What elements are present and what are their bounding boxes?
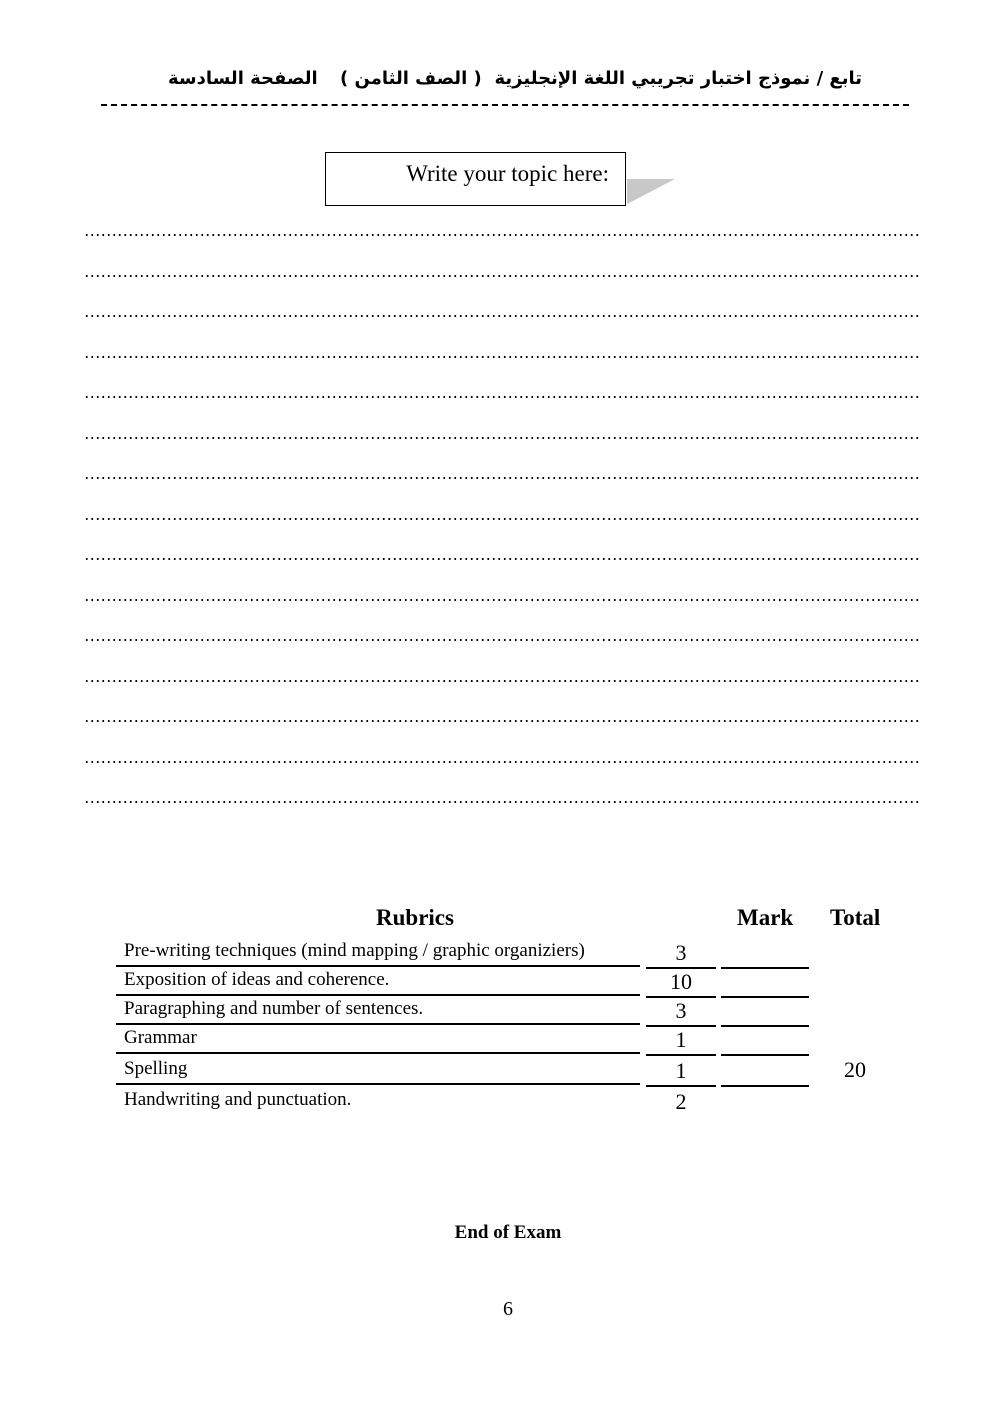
writing-line[interactable] <box>84 269 920 310</box>
writing-line[interactable] <box>84 228 920 269</box>
rubric-criterion: Paragraphing and number of sentences. <box>116 996 640 1025</box>
page-label: الصفحة السادسة <box>168 68 318 89</box>
writing-line[interactable] <box>84 674 920 715</box>
topic-prompt-label: Write your topic here: <box>406 161 609 186</box>
writing-line[interactable] <box>84 714 920 755</box>
rubric-points: 10 <box>646 967 716 998</box>
writing-line[interactable] <box>84 755 920 796</box>
end-of-exam-label: End of Exam <box>454 1222 562 1243</box>
writing-line[interactable] <box>84 552 920 593</box>
rubric-mark-field[interactable] <box>721 996 809 1027</box>
writing-line[interactable] <box>84 512 920 553</box>
rubric-criterion: Handwriting and punctuation. <box>124 1089 352 1110</box>
rubric-row <box>116 1056 816 1086</box>
rubric-mark-field[interactable] <box>721 1025 809 1056</box>
writing-line[interactable] <box>84 795 920 836</box>
writing-line[interactable] <box>84 350 920 391</box>
rubrics-table <box>116 905 906 1125</box>
rubric-criterion: Grammar <box>116 1025 640 1054</box>
rubric-mark-field[interactable] <box>721 938 809 969</box>
page-header <box>150 68 870 98</box>
writing-line[interactable] <box>84 431 920 472</box>
rubric-criterion: Exposition of ideas and coherence. <box>116 967 640 996</box>
total-heading: Total <box>830 905 881 930</box>
rubric-points: 2 <box>675 1089 687 1114</box>
rubric-points: 1 <box>646 1056 716 1087</box>
rubrics-heading: Rubrics <box>376 905 454 930</box>
writing-area[interactable] <box>84 228 920 836</box>
rubric-points: 1 <box>646 1025 716 1056</box>
rubric-mark-field[interactable] <box>721 1056 809 1087</box>
writing-line[interactable] <box>84 390 920 431</box>
rubric-row <box>116 967 816 997</box>
writing-line[interactable] <box>84 309 920 350</box>
rubric-points: 3 <box>646 996 716 1027</box>
rubric-mark-field[interactable] <box>721 967 809 998</box>
exam-title: تابع / نموذج اختبار تجريبي اللغة الإنجليزية <box>494 68 862 89</box>
page-number: 6 <box>503 1298 513 1320</box>
rubric-row <box>116 1087 816 1117</box>
rubric-row <box>116 996 816 1026</box>
rubric-points: 3 <box>646 938 716 969</box>
rubric-row <box>116 1025 816 1055</box>
writing-line[interactable] <box>84 471 920 512</box>
callout-pointer-icon <box>627 178 677 206</box>
header-divider <box>101 104 909 106</box>
writing-line[interactable] <box>84 633 920 674</box>
topic-prompt-box <box>325 152 626 206</box>
writing-line[interactable] <box>84 593 920 634</box>
grade-label: ( الصف الثامن ) <box>340 68 482 89</box>
mark-heading: Mark <box>737 905 794 930</box>
rubric-criterion: Spelling <box>116 1056 640 1085</box>
rubric-row <box>116 938 816 968</box>
total-value: 20 <box>844 1057 866 1082</box>
rubric-criterion: Pre-writing techniques (mind mapping / graphic organiziers) <box>116 938 640 967</box>
